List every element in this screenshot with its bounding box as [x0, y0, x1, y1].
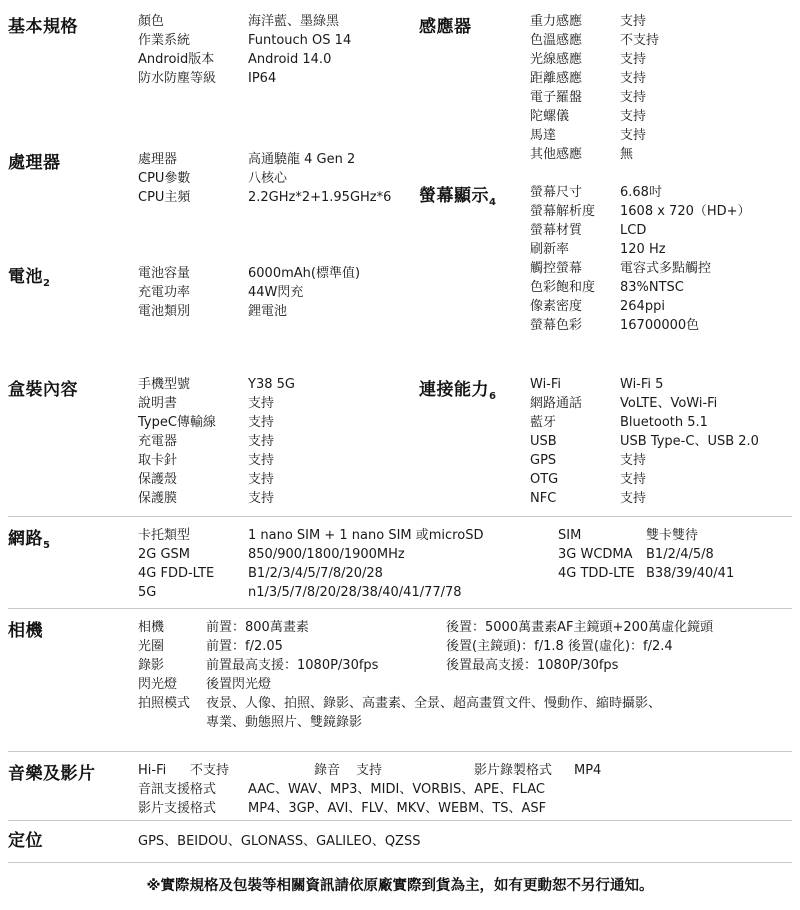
spec-row: 螢幕色彩 16700000色 — [530, 318, 700, 333]
spec-row: 4G FDD-LTE B1/2/3/4/5/7/8/20/28 — [138, 566, 383, 581]
divider — [8, 820, 792, 821]
spec-row: 螢幕尺寸 6.68吋 — [530, 185, 662, 200]
section-title-positioning: 定位 — [8, 831, 43, 851]
section-title-camera: 相機 — [8, 621, 43, 641]
spec-row: 相機 前置：800萬畫素 後置：5000萬畫素AF主鏡頭+200萬虛化鏡頭 — [138, 620, 714, 635]
spec-row: 5G n1/3/5/7/8/20/28/38/40/41/77/78 — [138, 585, 462, 600]
positioning-value: GPS、BEIDOU、GLONASS、GALILEO、QZSS — [138, 834, 421, 849]
spec-row: 說明書 支持 — [138, 396, 275, 411]
section-rows-camera — [138, 618, 798, 732]
divider — [8, 862, 792, 863]
spec-row: 陀螺儀 支持 — [530, 109, 647, 124]
divider — [8, 751, 792, 752]
section-title-basic: 基本規格 — [8, 17, 78, 37]
spec-row: 其他感應 無 — [530, 147, 634, 162]
divider — [8, 516, 792, 517]
spec-row: 電子羅盤 支持 — [530, 90, 647, 105]
spec-row: 音訊支援格式 AAC、WAV、MP3、MIDI、VORBIS、APE、FLAC — [138, 782, 545, 797]
spec-row: CPU參數 八核心 — [138, 171, 288, 186]
section-title-display: 螢幕顯示$_4$ — [419, 186, 496, 209]
spec-row: 處理器 高通驍龍 4 Gen 2 — [138, 152, 356, 167]
section-rows-audio — [138, 761, 798, 818]
connectivity-footnote: 6 — [489, 391, 496, 403]
spec-row: 保護殼 支持 — [138, 472, 275, 487]
section-rows-network-right — [558, 526, 798, 583]
spec-row: 充電功率 44W閃充 — [138, 285, 304, 300]
spec-row: Wi-Fi Wi-Fi 5 — [530, 377, 664, 392]
section-rows-network-left — [138, 526, 558, 602]
spec-row: TypeC傳輸線 支持 — [138, 415, 275, 430]
display-footnote: 4 — [489, 197, 496, 209]
spec-row: 充電器 支持 — [138, 434, 275, 449]
spec-row: 2G GSM 850/900/1800/1900MHz — [138, 547, 405, 562]
section-title-network: 網路$_5$ — [8, 529, 50, 552]
spec-row: 重力感應 支持 — [530, 14, 647, 29]
spec-row: 3G WCDMA B1/2/4/5/8 — [558, 547, 714, 562]
spec-row: 取卡針 支持 — [138, 453, 275, 468]
section-title-connectivity: 連接能力$_6$ — [419, 380, 496, 403]
spec-row: 刷新率 120 Hz — [530, 242, 666, 257]
spec-row: 螢幕材質 LCD — [530, 223, 647, 238]
spec-row: 防水防塵等級 IP64 — [138, 71, 277, 86]
spec-row: 色彩飽和度 83%NTSC — [530, 280, 684, 295]
section-rows-sensor — [530, 12, 796, 164]
spec-row: 電池容量 6000mAh(標準值) — [138, 266, 361, 281]
spec-row: 專業、動態照片、雙鏡錄影 — [206, 715, 363, 730]
spec-row: 手機型號 Y38 5G — [138, 377, 295, 392]
battery-footnote: 2 — [43, 278, 50, 290]
network-footnote: 5 — [43, 540, 50, 552]
spec-row: 距離感應 支持 — [530, 71, 647, 86]
section-rows-display — [530, 183, 796, 335]
spec-row: OTG 支持 — [530, 472, 647, 487]
section-title-audio: 音樂及影片 — [8, 764, 96, 784]
spec-row: 電池類別 鋰電池 — [138, 304, 288, 319]
spec-row: 影片支援格式 MP4、3GP、AVI、FLV、MKV、WEBM、TS、ASF — [138, 801, 547, 816]
spec-row: 藍牙 Bluetooth 5.1 — [530, 415, 708, 430]
spec-row: 顏色 海洋藍、墨綠黑 — [138, 14, 340, 29]
spec-row: 光圈 前置：f/2.05 後置(主鏡頭)：f/1.8 後置(虛化)：f/2.4 — [138, 639, 673, 654]
spec-row: 觸控螢幕 電容式多點觸控 — [530, 261, 712, 276]
section-rows-box — [138, 375, 438, 508]
spec-row: Hi-Fi 不支持 錄音 支持 影片錄製格式 MP4 — [138, 763, 602, 778]
spec-row: 作業系統 Funtouch OS 14 — [138, 33, 352, 48]
divider — [8, 608, 792, 609]
spec-row: 錄影 前置最高支援：1080P/30fps 後置最高支援：1080P/30fps — [138, 658, 619, 673]
spec-row: 卡托類型 1 nano SIM + 1 nano SIM 或microSD — [138, 528, 484, 543]
section-title-battery: 電池$_2$ — [8, 267, 50, 290]
section-title-processor: 處理器 — [8, 153, 61, 173]
spec-row: CPU主頻 2.2GHz*2+1.95GHz*6 — [138, 190, 392, 205]
spec-row: 像素密度 264ppi — [530, 299, 665, 314]
spec-row: 4G TDD-LTE B38/39/40/41 — [558, 566, 735, 581]
section-rows-processor — [138, 150, 438, 207]
spec-row: 閃光燈 後置閃光燈 — [138, 677, 272, 692]
footer-note: ※實際規格及包裝等相關資訊請依原廠實際到貨為主，如有更動恕不另行通知。 — [146, 878, 654, 894]
section-rows-connectivity — [530, 375, 796, 508]
spec-row: USB USB Type-C、USB 2.0 — [530, 434, 759, 449]
section-title-box: 盒裝內容 — [8, 380, 78, 400]
spec-row: 保護膜 支持 — [138, 491, 275, 506]
spec-row: 馬達 支持 — [530, 128, 647, 143]
spec-row: SIM 雙卡雙待 — [558, 528, 699, 543]
spec-row: Android版本 Android 14.0 — [138, 52, 332, 67]
section-title-sensor: 感應器 — [419, 17, 472, 37]
section-rows-battery — [138, 264, 438, 321]
spec-row: 拍照模式 夜景、人像、拍照、錄影、高畫素、全景、超高畫質文件、慢動作、縮時攝影、 — [138, 696, 662, 711]
spec-row: 光線感應 支持 — [530, 52, 647, 67]
spec-row: GPS 支持 — [530, 453, 647, 468]
section-rows-basic — [138, 12, 438, 88]
spec-row: 網路通話 VoLTE、VoWi-Fi — [530, 396, 718, 411]
spec-row: 螢幕解析度 1608 x 720（HD+） — [530, 204, 751, 219]
spec-row: 色溫感應 不支持 — [530, 33, 660, 48]
spec-row: NFC 支持 — [530, 491, 647, 506]
